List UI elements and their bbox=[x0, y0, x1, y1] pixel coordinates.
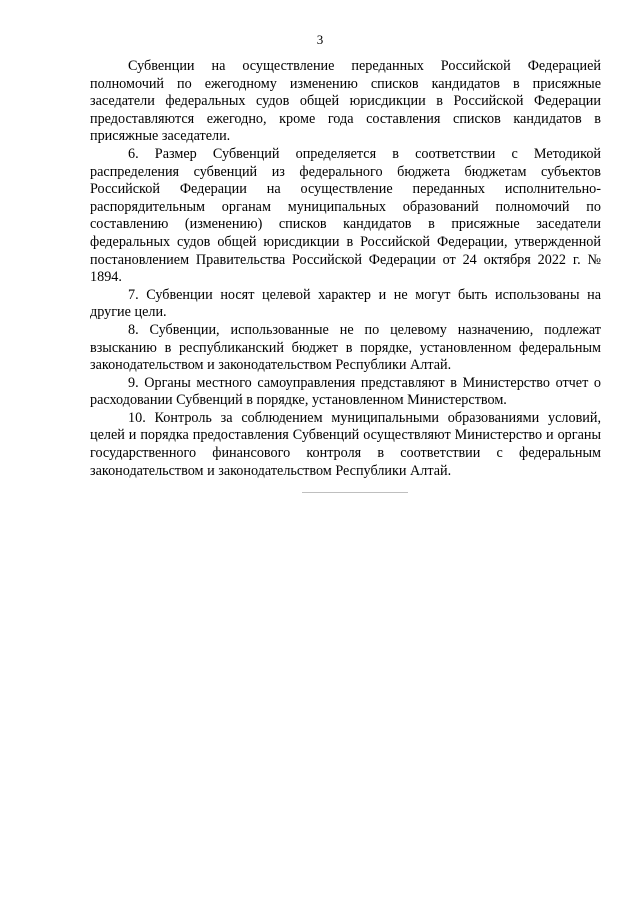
paragraph-6-subvention-size: 6. Размер Субвенций определяется в соответствии с Методикой распределения субвенций из федерального бюджета бюджетам субъектов Российской Федерации на осуществление переданных исполнительно-распорядительным органам муниципальных образований полномочий по составлению (изменению) списков кандидатов в присяжные заседатели федеральных судов общей юрисдикции в Российской Федерации, утвержденной постановлением Правительства Российской Федерации от 24 октября 2022 г. № 1894. bbox=[90, 145, 601, 286]
document-body bbox=[90, 58, 601, 480]
paragraph-7-target-purpose: 7. Субвенции носят целевой характер и не могут быть использованы на другие цели. bbox=[90, 286, 601, 321]
paragraph-8-misuse-recovery: 8. Субвенции, использованные не по целевому назначению, подлежат взысканию в республиканский бюджет в порядке, установленном федеральным законодательством и законодательством Республики Алтай. bbox=[90, 321, 601, 374]
paragraph-subventions-annual: Субвенции на осуществление переданных Российской Федерацией полномочий по ежегодному изменению списков кандидатов в присяжные заседатели федеральных судов общей юрисдикции в Российской Федерации предоставляются ежегодно, кроме года составления списков кандидатов в присяжные заседатели. bbox=[90, 58, 601, 145]
paragraph-9-reporting: 9. Органы местного самоуправления представляют в Министерство отчет о расходовании Субвенций в порядке, установленном Министерством. bbox=[90, 374, 601, 409]
end-separator-line bbox=[302, 492, 408, 493]
page-number: 3 bbox=[316, 32, 324, 47]
paragraph-10-control: 10. Контроль за соблюдением муниципальными образованиями условий, целей и порядка предоставления Субвенций осуществляют Министерство и органы государственного финансового контроля в соответствии с федеральным законодательством и законодательством Республики Алтай. bbox=[90, 409, 601, 479]
